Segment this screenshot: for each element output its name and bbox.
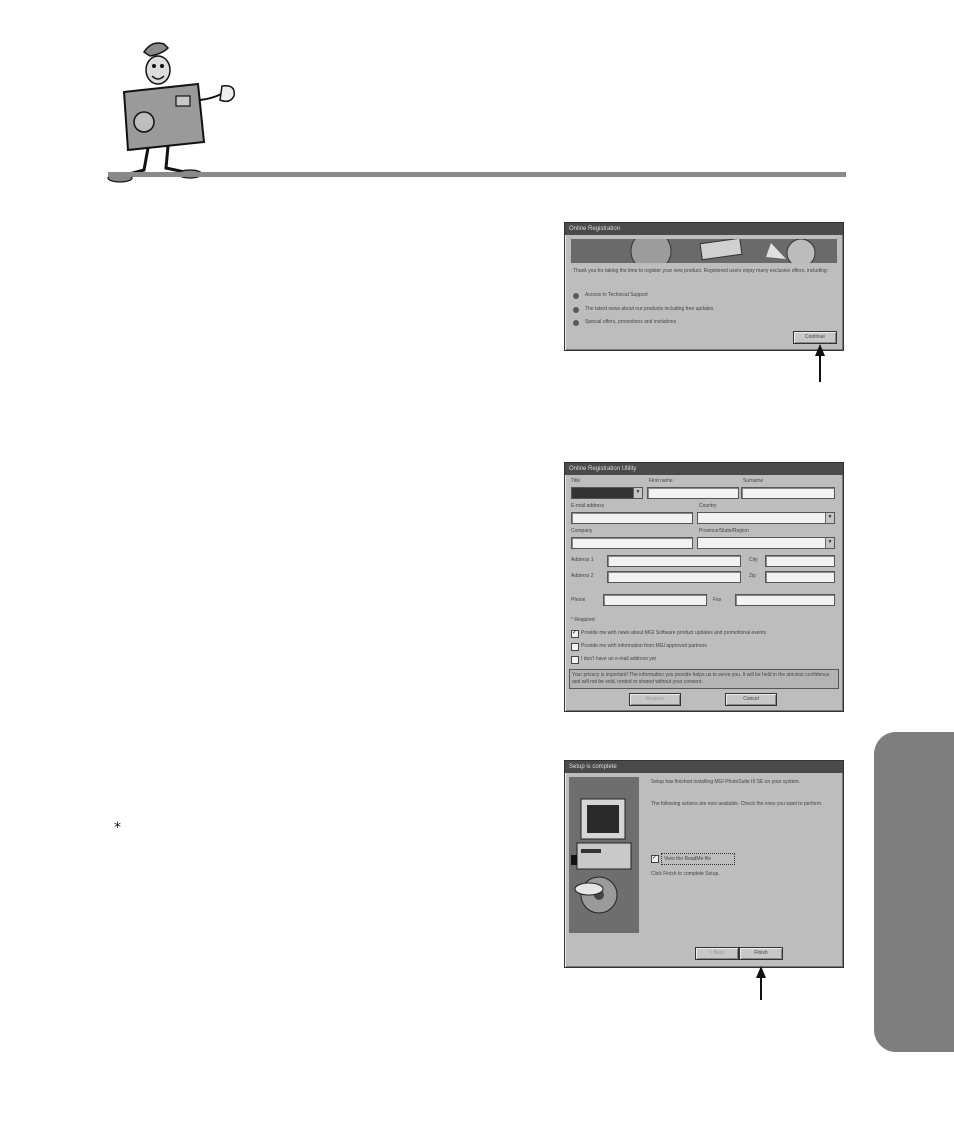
section-side-tab: [874, 732, 954, 1052]
country-label: Country: [699, 503, 717, 509]
address1-field[interactable]: [607, 555, 741, 567]
country-dropdown[interactable]: [697, 512, 835, 524]
province-label: Province/State/Region: [699, 528, 749, 534]
phone-field[interactable]: [603, 594, 707, 606]
header-rule: [108, 172, 846, 177]
registration-utility-dialog: [564, 462, 844, 712]
pointer-arrow-head: [815, 344, 825, 356]
readme-checkbox-label: View the ReadMe file: [664, 856, 712, 862]
chevron-down-icon: ▼: [633, 488, 642, 498]
register-button[interactable]: Register: [629, 693, 681, 706]
surname-field[interactable]: [741, 487, 835, 499]
dialog-title: Setup is complete: [565, 761, 843, 773]
bullet-text: Special offers, promotions and invitations: [585, 319, 677, 325]
pointer-arrow-shaft: [760, 978, 762, 1000]
camera-mascot-illustration: [104, 38, 244, 186]
address2-label: Address 2: [571, 573, 594, 579]
online-registration-dialog: [564, 222, 844, 351]
dialog-title: Online Registration: [565, 223, 843, 235]
bullet-text: The latest news about our products including free updates: [585, 306, 714, 312]
city-field[interactable]: [765, 555, 835, 567]
intro-text: Thank you for taking the time to register your new product. Registered users enjoy many exclusive offers, including:: [573, 268, 829, 274]
zip-label: Zip: [749, 573, 756, 579]
bullet-icon: [573, 307, 579, 313]
actions-text: The following actions are now available. Check the ones you want to perform.: [651, 801, 823, 807]
required-note: * Required: [571, 617, 595, 623]
finish-button[interactable]: Finish: [739, 947, 783, 960]
zip-field[interactable]: [765, 571, 835, 583]
continue-button[interactable]: Continue: [793, 331, 837, 344]
fax-label: Fax: [713, 597, 722, 603]
bullet-icon: [573, 320, 579, 326]
setup-complete-dialog: [564, 760, 844, 968]
readme-checkbox-frame: [661, 853, 735, 865]
bullet-icon: [573, 293, 579, 299]
asterisk-note: *: [114, 820, 121, 836]
fax-field[interactable]: [735, 594, 835, 606]
partners-checkbox[interactable]: [571, 643, 579, 651]
province-dropdown[interactable]: [697, 537, 835, 549]
address2-field[interactable]: [607, 571, 741, 583]
cancel-button[interactable]: Cancel: [725, 693, 777, 706]
registration-banner-image: [571, 239, 837, 263]
email-label: E-mail address: [571, 503, 605, 509]
no-email-checkbox[interactable]: [571, 656, 579, 664]
phone-label: Phone: [571, 597, 586, 603]
dialog-title: Online Registration Utility: [565, 463, 843, 475]
title-dropdown[interactable]: [571, 487, 643, 499]
bullet-text: Access to Technical Support: [585, 292, 648, 298]
setup-finished-text: Setup has finished installing MGI PhotoSuite III SE on your system.: [651, 779, 800, 785]
company-field[interactable]: [571, 537, 693, 549]
partners-checkbox-label: Provide me with information from MGI approved partners: [581, 643, 707, 649]
privacy-box: [569, 669, 839, 689]
first-name-label: First name: [649, 478, 673, 484]
surname-label: Surname: [743, 478, 764, 484]
click-finish-text: Click Finish to complete Setup.: [651, 871, 720, 877]
computer-illustration: [569, 777, 639, 933]
news-checkbox[interactable]: ✓: [572, 630, 578, 636]
chevron-down-icon: ▼: [825, 513, 834, 523]
email-field[interactable]: [571, 512, 693, 524]
news-checkbox-label: Provide me with news about MGI Software product updates and promotional events: [581, 630, 767, 636]
readme-checkbox[interactable]: ✓: [652, 855, 658, 861]
city-label: City: [749, 557, 758, 563]
company-label: Company: [571, 528, 593, 534]
chevron-down-icon: ▼: [825, 538, 834, 548]
pointer-arrow-shaft: [819, 356, 821, 382]
first-name-field[interactable]: [647, 487, 739, 499]
title-label: Title: [571, 478, 581, 484]
back-button[interactable]: < Back: [695, 947, 739, 960]
no-email-checkbox-label: I don't have an e-mail address yet: [581, 656, 656, 662]
address1-label: Address 1: [571, 557, 594, 563]
privacy-text: Your privacy is important! The information you provide helps us to serve you. It will be held in the strictest confidence and will not be sold, rented or shared without your consent.: [572, 672, 830, 685]
pointer-arrow-head: [756, 966, 766, 978]
